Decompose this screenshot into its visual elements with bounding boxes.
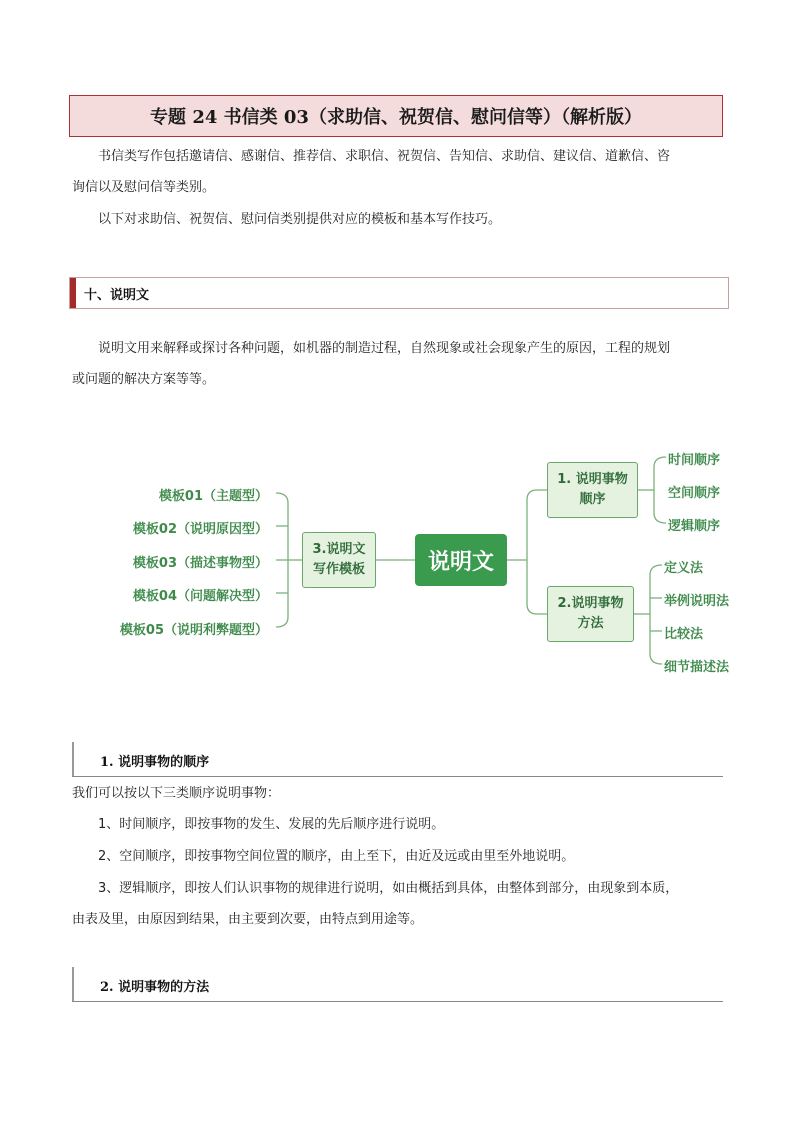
mindmap-template-3: 模板03（描述事物型） — [132, 556, 268, 571]
node-line-2: 顺序 — [579, 492, 606, 507]
mindmap-template-4: 模板04（问题解决型） — [132, 589, 268, 604]
document-title-box — [69, 95, 723, 137]
sub1-item-2: 2、空间顺序，即按事物空间位置的顺序，由上至下，由近及远或由里至外地说明。 — [98, 849, 575, 864]
mindmap-order-child-1: 时间顺序 — [668, 453, 721, 468]
section-header — [69, 277, 729, 309]
sub1-item-3-line-2: 由表及里，由原因到结果，由主要到次要，由特点到用途等。 — [72, 912, 424, 927]
mindmap-method-child-2: 举例说明法 — [664, 594, 730, 609]
mindmap-template-2: 模板02（说明原因型） — [132, 522, 268, 537]
node-line-2: 方法 — [577, 616, 604, 631]
document-title: 专题 24 书信类 03（求助信、祝贺信、慰问信等）（解析版） — [150, 107, 642, 128]
sub1-intro: 我们可以按以下三类顺序说明事物： — [72, 786, 281, 801]
mindmap-center-node: 说明文 — [415, 534, 507, 586]
mindmap-method-child-4: 细节描述法 — [664, 660, 730, 675]
definition-line-2: 或问题的解决方案等等。 — [72, 372, 216, 387]
node-line-1: 2.说明事物 — [557, 596, 624, 611]
mindmap-order-child-2: 空间顺序 — [668, 486, 721, 501]
subsection-title: 2. 说明事物的方法 — [100, 980, 210, 995]
sub1-item-1: 1、时间顺序，即按事物的发生、发展的先后顺序进行说明。 — [98, 817, 445, 832]
intro-line-1: 书信类写作包括邀请信、感谢信、推荐信、求职信、祝贺信、告知信、求助信、建议信、道歉信、咨 — [98, 149, 671, 164]
mindmap-method-child-1: 定义法 — [664, 561, 704, 576]
section-title: 十、说明文 — [84, 287, 150, 303]
mindmap-node-method — [547, 586, 634, 642]
node-line-2: 写作模板 — [312, 562, 365, 577]
intro-line-3: 以下对求助信、祝贺信、慰问信类别提供对应的模板和基本写作技巧。 — [98, 212, 502, 227]
intro-line-2: 询信以及慰问信等类别。 — [72, 180, 216, 195]
mindmap-template-1: 模板01（主题型） — [158, 489, 268, 504]
mindmap-order-child-3: 逻辑顺序 — [668, 519, 721, 534]
node-line-1: 3.说明文 — [312, 542, 366, 557]
sub1-item-3-line-1: 3、逻辑顺序，即按人们认识事物的规律进行说明，如由概括到具体，由整体到部分，由现象到本质， — [98, 881, 679, 896]
subsection-bar — [72, 742, 74, 776]
node-line-1: 1. 说明事物 — [557, 472, 628, 487]
mindmap-node-order — [547, 462, 638, 518]
section-accent-bar — [70, 278, 76, 308]
mindmap-node-writing-templates — [302, 532, 376, 588]
subsection-title: 1. 说明事物的顺序 — [100, 755, 210, 770]
subsection-heading-2 — [72, 967, 723, 1002]
mindmap-method-child-3: 比较法 — [664, 627, 704, 642]
subsection-heading-1 — [72, 742, 723, 777]
subsection-bar — [72, 967, 74, 1001]
mindmap-template-5: 模板05（说明利弊题型） — [119, 623, 268, 638]
definition-line-1: 说明文用来解释或探讨各种问题，如机器的制造过程，自然现象或社会现象产生的原因，工程的规划 — [98, 341, 671, 356]
